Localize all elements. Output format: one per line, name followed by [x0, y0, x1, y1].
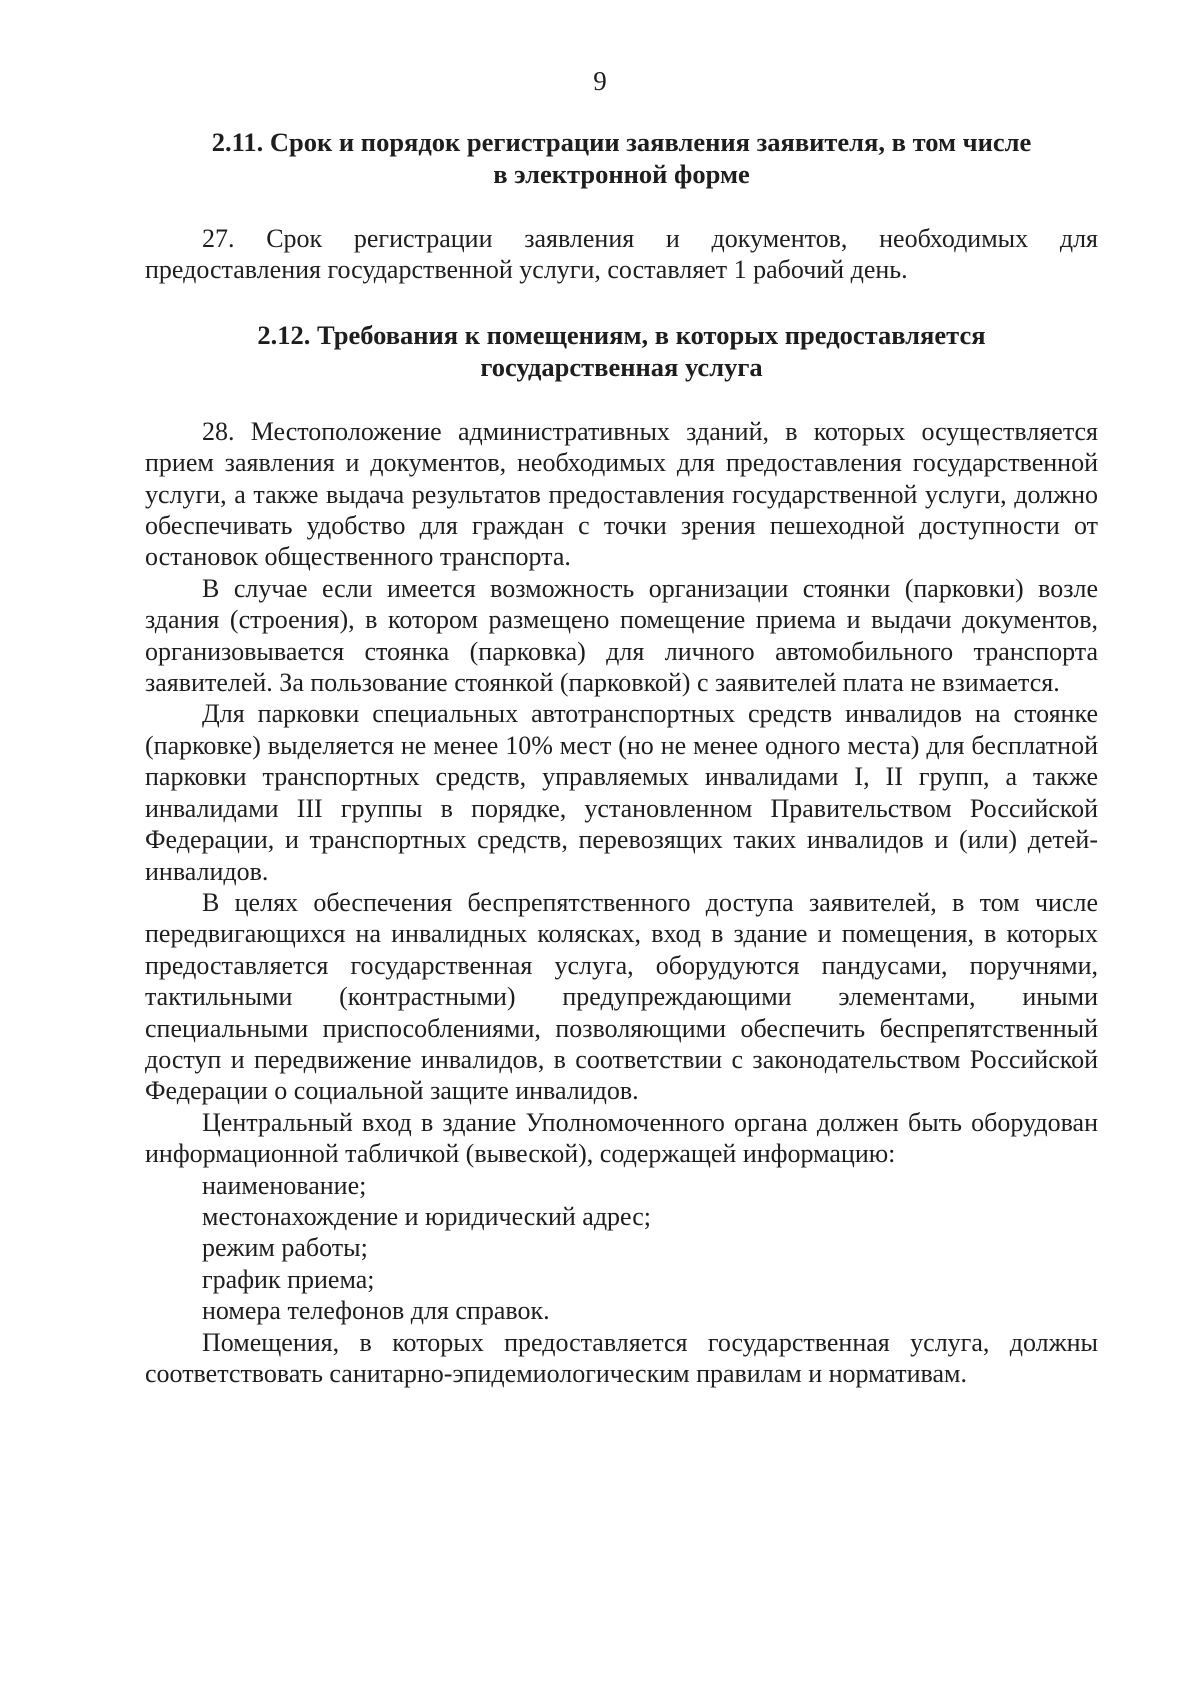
- paragraph-parking: В случае если имеется возможность организации стоянки (парковки) возле здания (строения), в котором размещено помещение приема и выдачи документов, организовывается стоянка (парковка) для личного автомобильного транспорта заявителей. За пользование стоянкой (парковкой) с заявителей плата не взимается.: [145, 573, 1098, 698]
- heading-line: 2.12. Требования к помещениям, в которых предоставляется: [257, 319, 986, 350]
- paragraph-28: 28. Местоположение административных зданий, в которых осуществляется прием заявления и документов, необходимых для предоставления государственной услуги, а также выдача результатов предоставления государственной услуги, должно обеспечивать удобство для граждан с точки зрения пешеходной доступности от остановок общественного транспорта.: [145, 416, 1098, 572]
- heading-line: государственная услуга: [480, 351, 763, 382]
- paragraph-entrance: Центральный вход в здание Уполномоченного органа должен быть оборудован информационной табличкой (вывеской), содержащей информацию:: [145, 1107, 1098, 1169]
- list-item: наименование;: [202, 1170, 367, 1200]
- list-item: местонахождение и юридический адрес;: [202, 1201, 651, 1231]
- heading-line: в электронной форме: [493, 159, 750, 189]
- section-heading-2-11: [145, 126, 1098, 190]
- paragraph-27: 27. Срок регистрации заявления и документов, необходимых для предоставления государственной услуги, составляет 1 рабочий день.: [145, 224, 1098, 285]
- section-heading-2-12: [145, 319, 1098, 383]
- list-item: режим работы;: [202, 1233, 368, 1263]
- list-item: график приема;: [202, 1264, 375, 1294]
- page-content: [145, 126, 1098, 1389]
- page-number: 9: [593, 66, 607, 96]
- list-item: номера телефонов для справок.: [202, 1296, 550, 1326]
- paragraph-access: В целях обеспечения беспрепятственного доступа заявителей, в том числе передвигающихся на инвалидных колясках, вход в здание и помещения, в которых предоставляется государственная услуга, оборудуются пандусами, поручнями, тактильными (контрастными) предупреждающими элементами, иными специальными приспособлениями, позволяющими обеспечить беспрепятственный доступ и передвижение инвалидов, в соответствии с законодательством Российской Федерации о социальной защите инвалидов.: [145, 887, 1098, 1106]
- heading-line: 2.11. Срок и порядок регистрации заявления заявителя, в том числе: [211, 127, 1032, 157]
- paragraph-sanitary: Помещения, в которых предоставляется государственная услуга, должны соответствовать санитарно-эпидемиологическим правилам и нормативам.: [145, 1327, 1098, 1388]
- paragraph-disabled-parking: Для парковки специальных автотранспортных средств инвалидов на стоянке (парковке) выделяется не менее 10% мест (но не менее одного места) для бесплатной парковки транспортных средств, управляемых инвалидами I, II групп, а также инвалидами III группы в порядке, установленном Правительством Российской Федерации, и транспортных средств, перевозящих таких инвалидов и (или) детей-инвалидов.: [145, 699, 1098, 886]
